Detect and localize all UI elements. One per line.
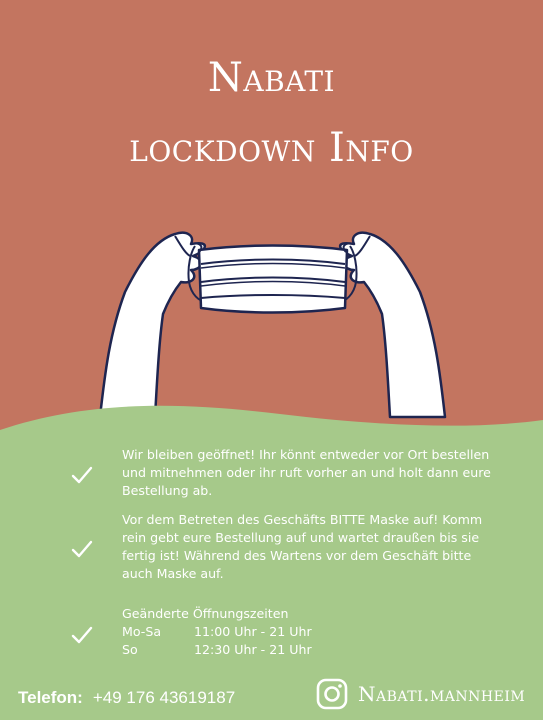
hours-row <box>122 641 452 659</box>
hours-day: Mo-Sa <box>122 624 162 639</box>
phone-number[interactable]: +49 176 43619187 <box>92 688 236 707</box>
title-line-2: lockdown Info <box>129 125 414 171</box>
check-icon <box>70 463 94 487</box>
info-text-open: Wir bleiben geöffnet! Ihr könnt entweder vor Ort bestellen und mitnehmen oder ihr ruft vorher an und holt dann eure Bestellung ab. <box>122 447 491 498</box>
hours-time: 12:30 Uhr - 21 Uhr <box>194 642 312 657</box>
instagram-icon <box>316 678 348 710</box>
info-text-mask: Vor dem Betreten des Geschäfts BITTE Maske auf! Komm rein gebt eure Bestellung auf und wartet draußen bis sie fertig ist! Während des Wartens vor dem Geschäft bitte auch Maske auf. <box>122 512 483 581</box>
phone-label: Telefon: <box>18 688 83 707</box>
hours-time: 11:00 Uhr - 21 Uhr <box>194 624 312 639</box>
instagram-handle: Nabati.mannheim <box>358 682 526 706</box>
instagram-link[interactable] <box>316 677 536 711</box>
opening-hours <box>122 605 452 659</box>
hours-row <box>122 623 452 641</box>
phone-contact <box>18 688 235 708</box>
opening-hours-heading: Geänderte Öffnungszeiten <box>122 606 289 621</box>
check-icon <box>70 537 94 561</box>
hours-day: So <box>122 642 138 657</box>
title-line-1: Nabati <box>207 55 336 101</box>
check-icon <box>70 623 94 647</box>
